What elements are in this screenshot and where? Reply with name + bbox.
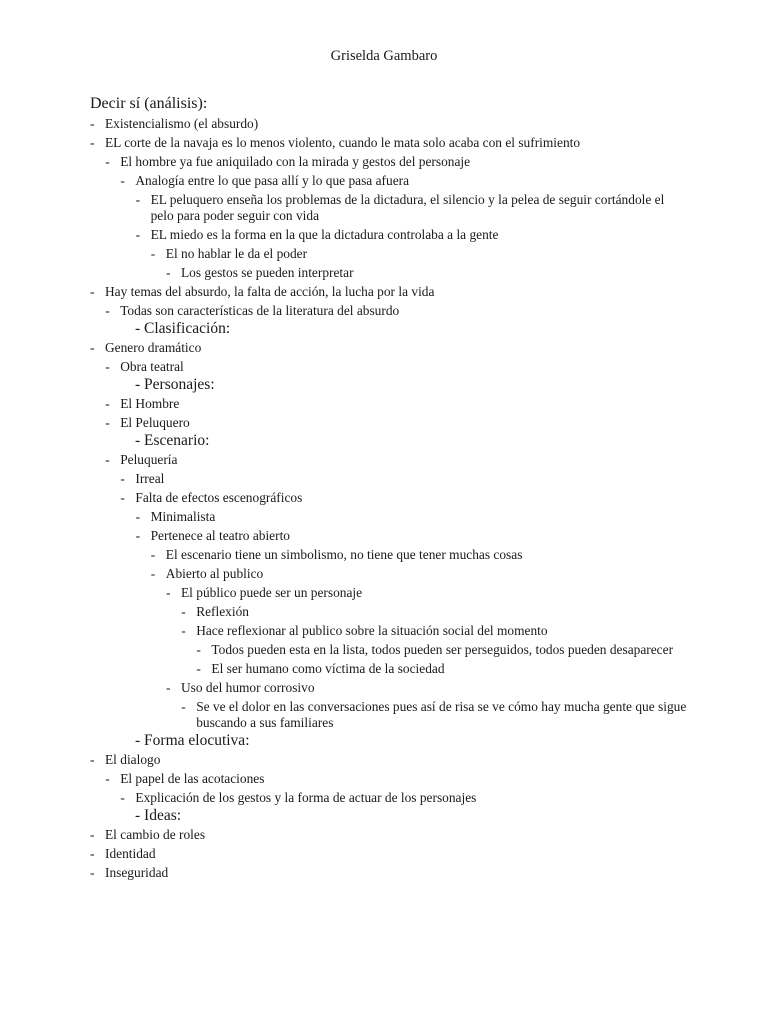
list-item-text: Irreal [135, 470, 165, 486]
list-item [0, 394, 768, 413]
bullet-dash: - [105, 358, 110, 374]
list-item [0, 357, 768, 376]
list-item-text: Inseguridad [105, 864, 169, 880]
bullet-dash: - [105, 302, 110, 318]
section-heading-text: - Clasificación: [135, 320, 231, 337]
list-item [0, 338, 768, 357]
list-item-text: Se ve el dolor en las conversaciones pues así de risa se ve cómo hay mucha gente que sigue buscando a sus familiares [196, 698, 687, 730]
bullet-dash: - [120, 789, 125, 805]
list-item [0, 507, 768, 526]
bullet-dash: - [135, 226, 141, 242]
list-item [0, 114, 768, 133]
bullet-dash: - [181, 622, 186, 638]
bullet-dash: - [105, 395, 110, 411]
list-item [0, 190, 768, 225]
section-heading-text: - Forma elocutiva: [135, 732, 250, 749]
list-item [0, 133, 768, 152]
section-heading [0, 807, 768, 825]
bullet-dash: - [90, 845, 95, 861]
section-heading [0, 732, 768, 750]
bullet-dash: - [120, 470, 125, 486]
bullet-dash: - [196, 641, 201, 657]
list-item [0, 171, 768, 190]
section-heading-text: - Ideas: [135, 807, 182, 824]
section-heading [0, 432, 768, 450]
list-item-text: EL peluquero enseña los problemas de la dictadura, el silencio y la pelea de seguir cortándole el pelo para poder seguir con vida [150, 191, 665, 223]
list-item-text: El Hombre [120, 395, 180, 411]
analysis-heading: Decir sí (análisis): [90, 95, 208, 112]
bullet-dash: - [166, 679, 171, 695]
list-item-text: Genero dramático [105, 339, 202, 355]
section-heading [0, 376, 768, 394]
list-item-text: Hace reflexionar al publico sobre la situación social del momento [196, 622, 548, 638]
list-item [0, 564, 768, 583]
list-item-text: EL miedo es la forma en la que la dictadura controlaba a la gente [150, 226, 499, 242]
list-item-text: El no hablar le da el poder [165, 245, 308, 261]
bullet-dash: - [105, 414, 110, 430]
bullet-dash: - [135, 527, 141, 543]
list-item-text: Los gestos se pueden interpretar [181, 264, 354, 280]
list-item [0, 526, 768, 545]
list-item-text: Reflexión [196, 603, 249, 619]
bullet-dash: - [150, 546, 156, 562]
list-item [0, 488, 768, 507]
list-item [0, 469, 768, 488]
list-item-text: Falta de efectos escenográficos [135, 489, 303, 505]
list-item [0, 413, 768, 432]
list-item-text: Existencialismo (el absurdo) [105, 115, 259, 131]
list-item-text: Explicación de los gestos y la forma de actuar de los personajes [135, 789, 477, 805]
bullet-dash: - [196, 660, 201, 676]
list-item-text: El hombre ya fue aniquilado con la mirada y gestos del personaje [120, 153, 471, 169]
list-item-text: Analogía entre lo que pasa allí y lo que pasa afuera [135, 172, 410, 188]
list-item [0, 263, 768, 282]
list-item [0, 863, 768, 882]
list-item [0, 244, 768, 263]
bullet-dash: - [90, 283, 95, 299]
bullet-dash: - [181, 603, 186, 619]
list-item-text: El cambio de roles [105, 826, 206, 842]
list-item [0, 640, 768, 659]
bullet-dash: - [90, 115, 95, 131]
bullet-dash: - [90, 339, 95, 355]
list-item [0, 450, 768, 469]
list-item-text: Abierto al publico [165, 565, 264, 581]
bullet-dash: - [105, 153, 110, 169]
list-item [0, 602, 768, 621]
list-item [0, 750, 768, 769]
list-item [0, 825, 768, 844]
list-item [0, 697, 768, 732]
list-item [0, 583, 768, 602]
list-item-text: Identidad [105, 845, 156, 861]
outline-list [0, 114, 768, 882]
list-item-text: El dialogo [105, 751, 161, 767]
list-item [0, 282, 768, 301]
list-item-text: El público puede ser un personaje [181, 584, 363, 600]
bullet-dash: - [166, 264, 171, 280]
list-item-text: Hay temas del absurdo, la falta de acción, la lucha por la vida [105, 283, 435, 299]
bullet-dash: - [105, 770, 110, 786]
bullet-dash: - [90, 751, 95, 767]
bullet-dash: - [150, 565, 156, 581]
bullet-dash: - [135, 191, 141, 207]
bullet-dash: - [90, 864, 95, 880]
bullet-dash: - [181, 698, 186, 714]
bullet-dash: - [120, 489, 125, 505]
list-item [0, 844, 768, 863]
bullet-dash: - [166, 584, 171, 600]
document-title: Griselda Gambaro [330, 48, 438, 64]
list-item-text: Pertenece al teatro abierto [150, 527, 290, 543]
list-item-text: Uso del humor corrosivo [181, 679, 315, 695]
bullet-dash: - [90, 134, 95, 150]
list-item-text: El ser humano como víctima de la sociedad [211, 660, 445, 676]
list-item-text: Minimalista [150, 508, 216, 524]
section-heading [0, 320, 768, 338]
section-heading-text: - Escenario: [135, 432, 210, 449]
section-heading-text: - Personajes: [135, 376, 215, 393]
list-item [0, 225, 768, 244]
list-item-text: El Peluquero [120, 414, 190, 430]
list-item [0, 659, 768, 678]
list-item-text: El escenario tiene un simbolismo, no tiene que tener muchas cosas [165, 546, 523, 562]
bullet-dash: - [150, 245, 156, 261]
list-item-text: Todas son características de la literatura del absurdo [120, 302, 400, 318]
list-item [0, 152, 768, 171]
bullet-dash: - [105, 451, 110, 467]
list-item [0, 769, 768, 788]
list-item-text: Todos pueden esta en la lista, todos pueden ser perseguidos, todos pueden desaparecer [211, 641, 674, 657]
list-item-text: EL corte de la navaja es lo menos violento, cuando le mata solo acaba con el sufrimiento [105, 134, 581, 150]
list-item [0, 545, 768, 564]
list-item [0, 621, 768, 640]
list-item-text: Peluquería [120, 451, 178, 467]
list-item [0, 788, 768, 807]
list-item-text: Obra teatral [120, 358, 184, 374]
bullet-dash: - [135, 508, 141, 524]
bullet-dash: - [120, 172, 125, 188]
list-item [0, 678, 768, 697]
list-item-text: El papel de las acotaciones [120, 770, 265, 786]
bullet-dash: - [90, 826, 95, 842]
list-item [0, 301, 768, 320]
